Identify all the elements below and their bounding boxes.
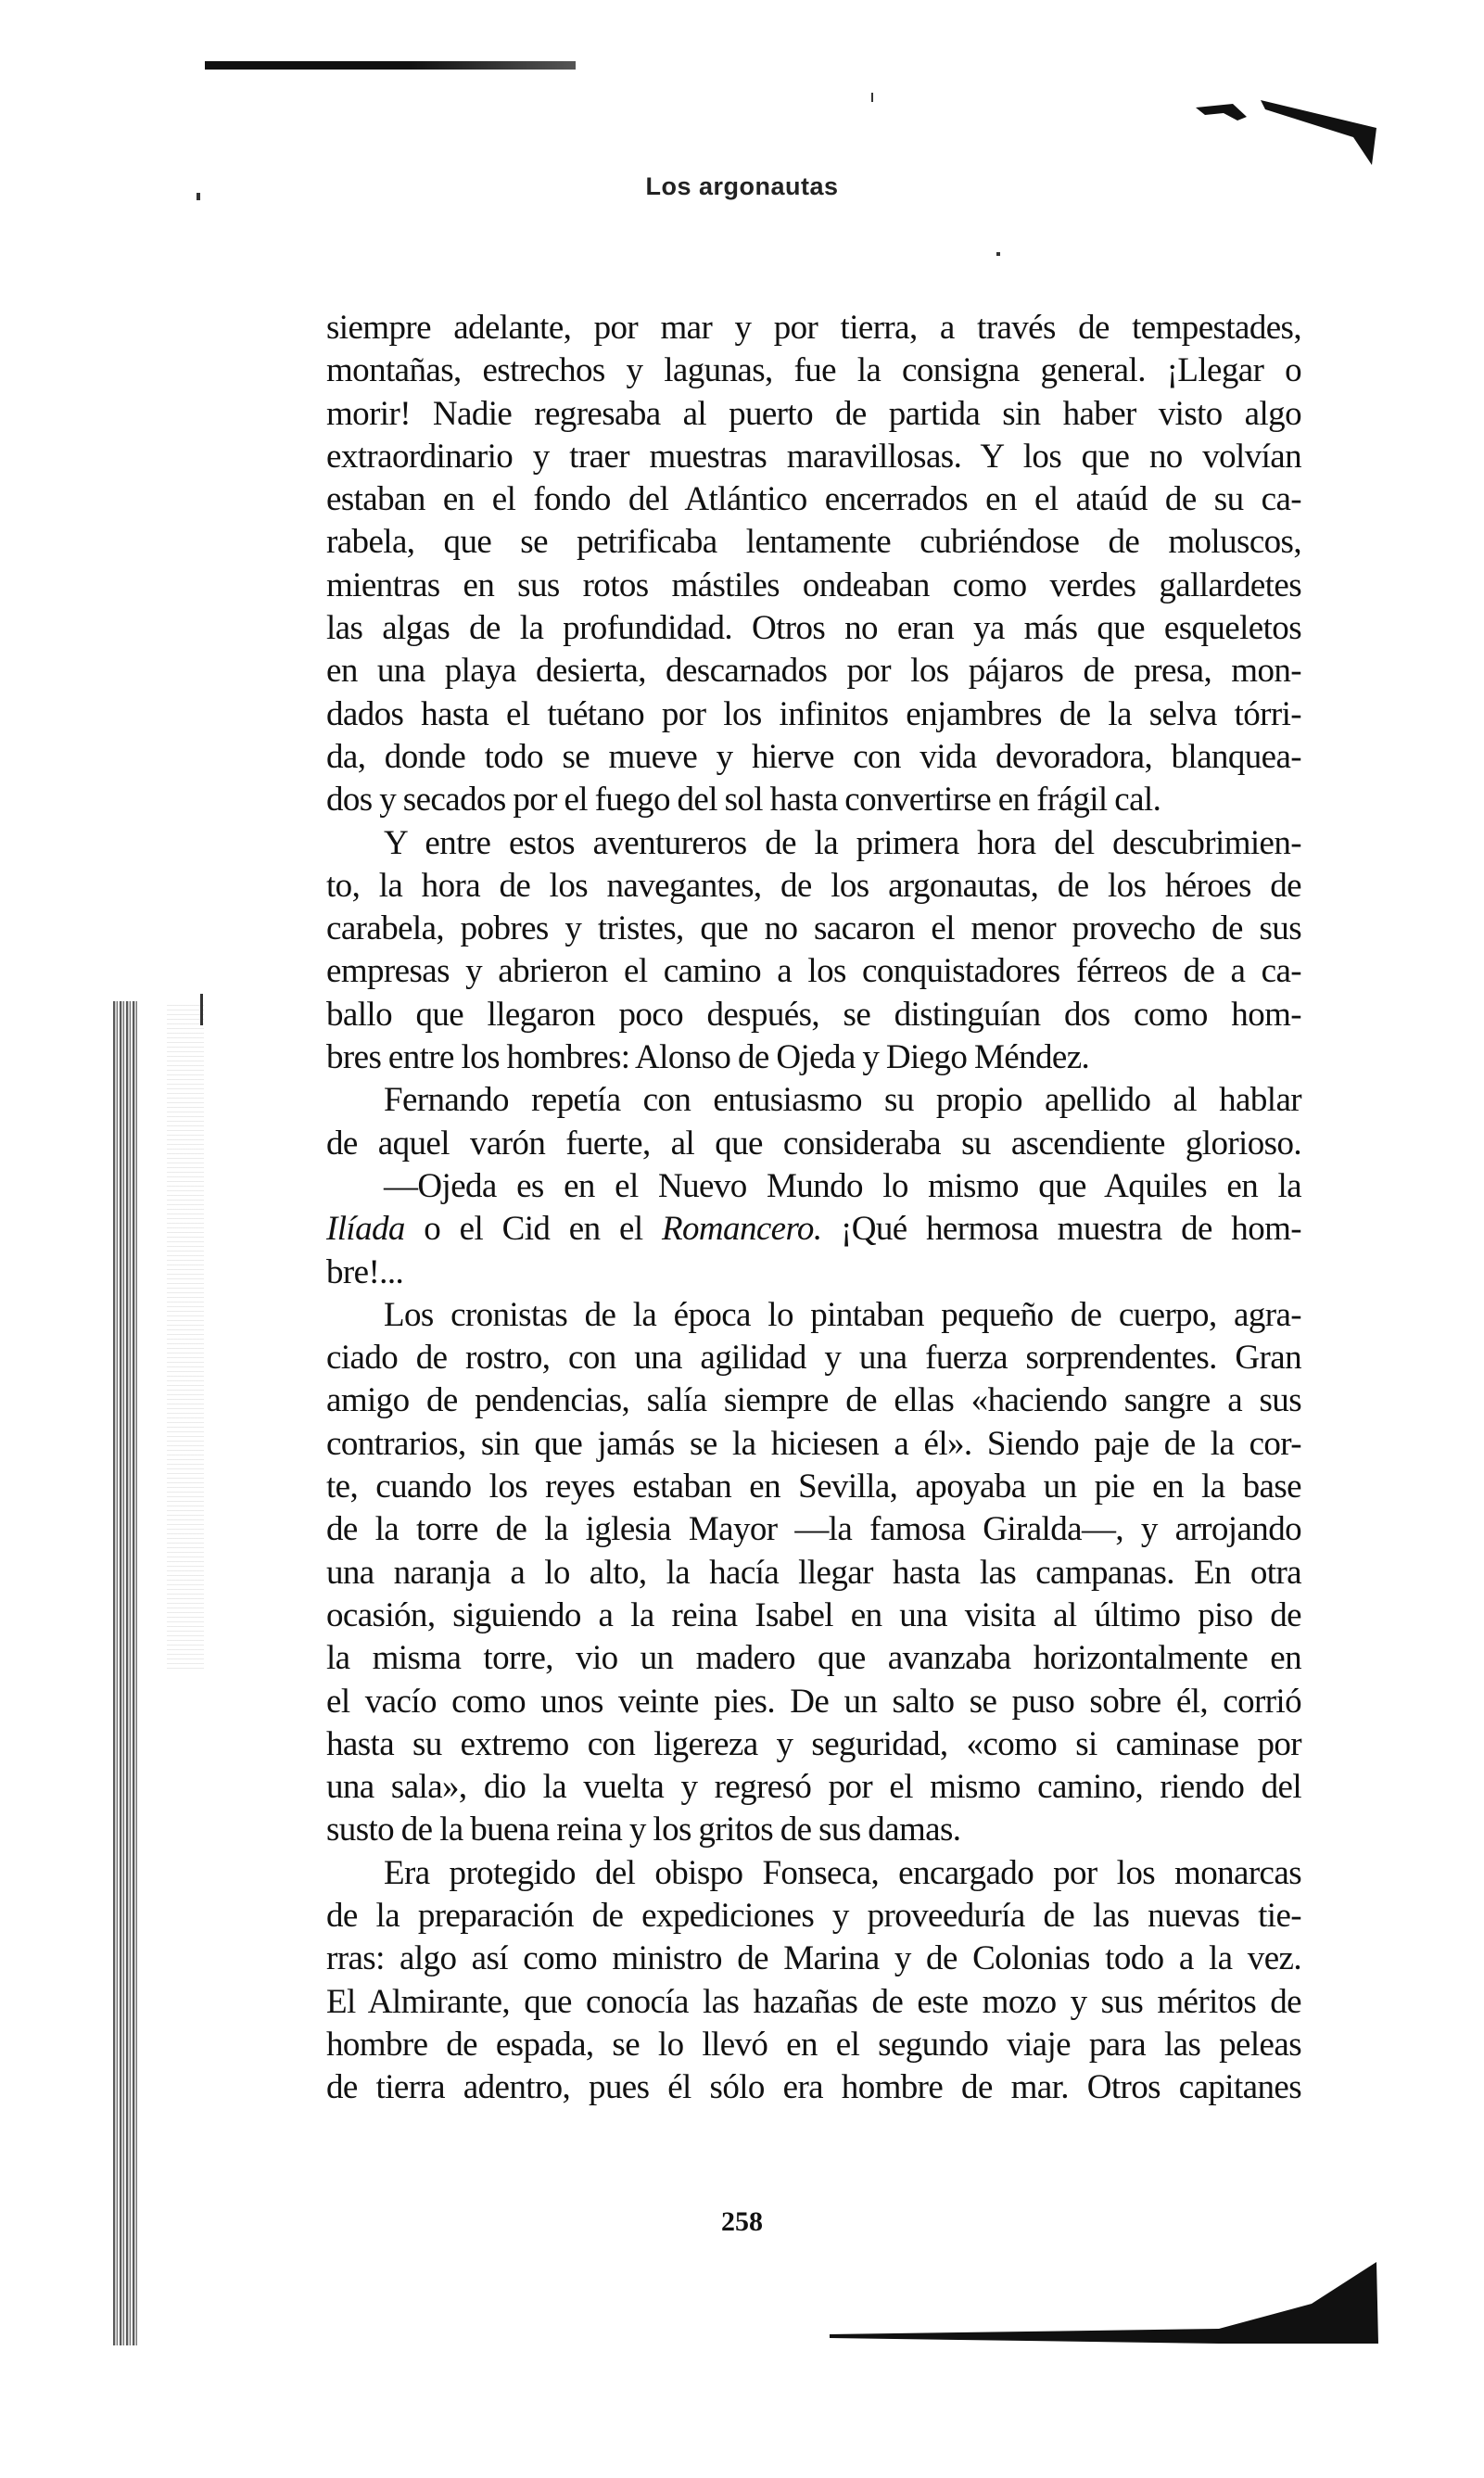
text-line: bre!...	[326, 1252, 404, 1291]
text-line: Era protegido del obispo Fonseca, encargado por los monarcas	[384, 1853, 1301, 1892]
italic-title: Ilíada	[326, 1210, 405, 1249]
text-line: susto de la buena reina y los gritos de sus damas.	[326, 1811, 961, 1849]
text-line: una sala», dio la vuelta y regresó por el mismo camino, riendo del	[326, 1768, 1301, 1807]
text-line: empresas y abrieron el camino a los conquistadores férreos de a ca-	[326, 952, 1301, 991]
scan-noise	[167, 1001, 204, 1669]
text-line: morir! Nadie regresaba al puerto de partida sin haber visto algo	[326, 394, 1301, 433]
text-line: to, la hora de los navegantes, de los argonautas, de los héroes de	[326, 866, 1301, 905]
text-line: de tierra adentro, pues él sólo era hombre de mar. Otros capitanes	[326, 2068, 1301, 2107]
scan-top-rule	[205, 61, 576, 70]
text-line: una naranja a lo alto, la hacía llegar hasta las campanas. En otra	[326, 1553, 1301, 1592]
text-line: estaban en el fondo del Atlántico encerrados en el ataúd de su ca-	[326, 480, 1301, 519]
scan-corner-mark-top-right	[1196, 100, 1376, 165]
text-line: carabela, pobres y tristes, que no sacaron el menor provecho de sus	[326, 909, 1301, 948]
text-line: contrarios, sin que jamás se la hiciesen a él». Siendo paje de la cor-	[326, 1424, 1301, 1463]
text-line: Fernando repetía con entusiasmo su propio apellido al hablar	[384, 1081, 1301, 1120]
text-line: da, donde todo se mueve y hierve con vida devoradora, blanquea-	[326, 737, 1301, 776]
text-segment: ¡Qué hermosa muestra de hom-	[821, 1210, 1302, 1249]
text-line: rabela, que se petrificaba lentamente cubriéndose de moluscos,	[326, 523, 1301, 562]
text-line: amigo de pendencias, salía siempre de ellas «haciendo sangre a sus	[326, 1381, 1301, 1420]
text-line: de la torre de la iglesia Mayor —la famosa Giralda—, y arrojando	[326, 1510, 1301, 1549]
text-line: las algas de la profundidad. Otros no eran ya más que esqueletos	[326, 609, 1301, 648]
scan-speck	[996, 252, 1000, 256]
text-line: hasta su extremo con ligereza y seguridad, «como si caminase por	[326, 1724, 1301, 1763]
text-line: ballo que llegaron poco después, se distinguían dos como hom-	[326, 995, 1301, 1034]
text-line: El Almirante, que conocía las hazañas de este mozo y sus méritos de	[326, 1982, 1301, 2021]
text-line: de aquel varón fuerte, al que consideraba su ascendiente glorioso.	[326, 1124, 1301, 1163]
text-line: ciado de rostro, con una agilidad y una fuerza sorprendentes. Gran	[326, 1339, 1301, 1378]
text-line: dados hasta el tuétano por los infinitos enjambres de la selva tórri-	[326, 694, 1301, 733]
text-line: dos y secados por el fuego del sol hasta convertirse en frágil cal.	[326, 781, 1161, 820]
scan-binding-shadow	[113, 1001, 137, 2345]
text-line	[326, 1208, 1301, 1251]
text-line: mientras en sus rotos mástiles ondeaban como verdes gallardetes	[326, 565, 1301, 604]
text-line: siempre adelante, por mar y por tierra, a través de tempestades,	[326, 309, 1301, 347]
text-line: extraordinario y traer muestras maravillosas. Y los que no volvían	[326, 437, 1301, 476]
page-number: 258	[721, 2206, 763, 2237]
text-line: hombre de espada, se lo llevó en el segundo viaje para las peleas	[326, 2025, 1301, 2064]
running-header: Los argonautas	[645, 172, 839, 200]
scan-speck	[871, 93, 873, 102]
text-line: la misma torre, vio un madero que avanzaba horizontalmente en	[326, 1639, 1301, 1678]
scan-speck	[200, 994, 203, 1025]
text-line: te, cuando los reyes estaban en Sevilla, apoyaba un pie en la base	[326, 1468, 1301, 1506]
text-line: montañas, estrechos y lagunas, fue la consigna general. ¡Llegar o	[326, 351, 1301, 390]
scan-corner-mark-bottom-right	[830, 2262, 1381, 2345]
italic-title: Romancero.	[662, 1210, 822, 1249]
text-line: de la preparación de expediciones y proveeduría de las nuevas tie-	[326, 1896, 1301, 1935]
text-line: Y entre estos aventureros de la primera hora del descubrimien-	[384, 823, 1301, 862]
text-line: el vacío como unos veinte pies. De un salto se puso sobre él, corrió	[326, 1682, 1301, 1721]
text-line: ocasión, siguiendo a la reina Isabel en una visita al último piso de	[326, 1595, 1301, 1634]
text-line: Los cronistas de la época lo pintaban pequeño de cuerpo, agra-	[384, 1295, 1301, 1334]
text-segment: o el Cid en el	[404, 1210, 663, 1249]
text-line: —Ojeda es en el Nuevo Mundo lo mismo que Aquiles en la	[384, 1166, 1301, 1205]
text-line: rras: algo así como ministro de Marina y de Colonias todo a la vez.	[326, 1939, 1301, 1978]
body-text	[326, 307, 1301, 2109]
text-line: en una playa desierta, descarnados por los pájaros de presa, mon-	[326, 652, 1301, 691]
text-line: bres entre los hombres: Alonso de Ojeda y Diego Méndez.	[326, 1038, 1090, 1077]
